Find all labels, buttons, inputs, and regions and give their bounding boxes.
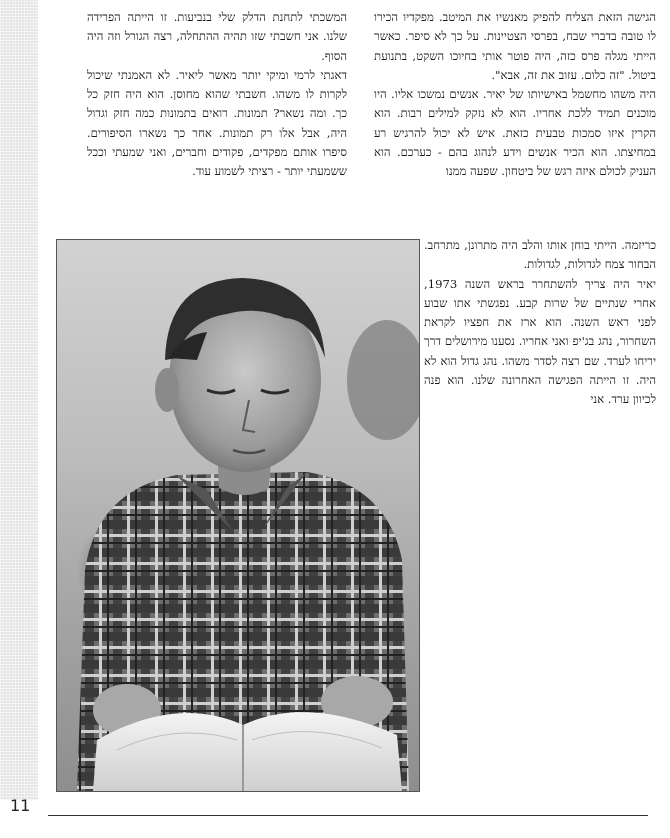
paragraph: המשכתי לתחנת הדלק שלי בנביעות. זו הייתה הפרידה שלנו. אני חשבתי שזו תהיה ההתחלה, רצה הגורל וזה היה הסוף. (87, 10, 347, 63)
paragraph: יאיר היה צריך להשתחרר בראש השנה 1973, אחרי שנתיים של שרות קבע. נפגשתי אתו שבוע לפני ראש השנה. הוא ארז את חפציו לקראת השחרור, נהג בג'יפ ואני אחריו. נסענו מירושלים דרך יריחו לערד. שם רצה לסדר משהו. נהג גדול הוא לא היה. זו הייתה הפגישה האחרונה שלנו. הוא פנה לכיוון ערד. אני (424, 276, 656, 407)
paragraph: הגישה הזאת הצליח להפיק מאנשיו את המיטב. מפקדיו הכירו לו טובה בדברי שבח, בפרסי הצטיינות. על כך לא סיפר. כאשר הייתי מגלה פרס כזה, היה פוטר אותי בחיוכו השקט, בתנועת ביטול. "זה כלום. עזוב את זה, אבא". (374, 10, 656, 82)
page-number: 11 (10, 796, 31, 815)
footer-rule (48, 815, 648, 816)
photo-boy-reading-book (56, 239, 420, 792)
scan-margin-strip (0, 0, 38, 800)
paragraph: דאגתי לרמי ומיקי יותר מאשר ליאיר. לא האמנתי שיכול לקרות לו משהו. חשבתי שהוא מחוסן. הוא היה חזק כל כך. ומה נשאר? תמונות. רואים בתמונות כמה חזק וגדול היה, אבל אלו רק תמונות. אחר כך נשארו הסיפורים. סיפרו אותם מפקדים, פקודים וחברים, ואני שמעתי וככל ששמעתי יותר - רציתי לשמוע עוד. (87, 67, 347, 179)
paragraph: היה משהו מחשמל באישיותו של יאיר. אנשים נמשכו אליו. היו מוכנים תמיד ללכת אחריו. הוא לא נזקק למילים רבות. הוא הקרין איזו סמכות טבעית כזאת. איש לא יכול להרגיש רע במחיצתו. הוא הכיר אנשים וידע לנהוג בהם - כערכם. הוא העניק לכולם איזה רגש של ביטחון. שפעה ממנו (374, 87, 656, 179)
photo-illustration (57, 240, 419, 791)
text-column-right-lower (424, 236, 656, 410)
paragraph: כריזמה. הייתי בוחן אותו והלב היה מתרונן, מתרחב. הבחור צמח לגדולות, לגדולות. (424, 238, 656, 272)
text-column-right (374, 8, 656, 182)
text-column-left (87, 8, 347, 182)
